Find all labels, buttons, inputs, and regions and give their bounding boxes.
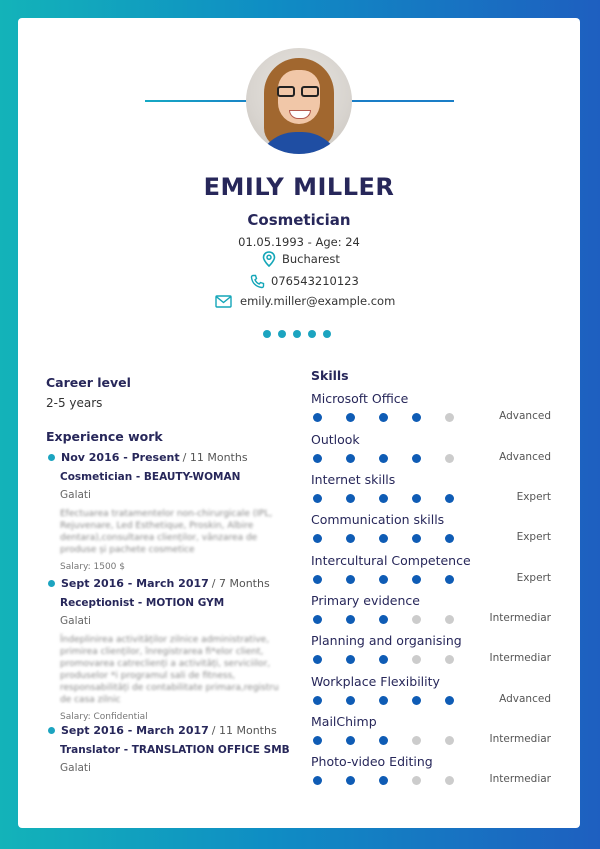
skill-rating [311,572,551,586]
experience-duration: / 11 Months [182,451,248,464]
rating-dot-empty [412,736,421,745]
skill-rating [311,491,551,505]
rating-dot-filled [379,413,388,422]
skill-name: Workplace Flexibility [311,674,440,689]
timeline-bullet [48,580,55,587]
rating-dot-filled [445,575,454,584]
email-line [215,292,395,310]
phone-text[interactable]: 076543210123 [271,274,359,288]
rating-dot-empty [445,454,454,463]
birth-date: 01.05.1993 - Age: 24 [238,235,360,249]
skill-name: Primary evidence [311,593,420,608]
skills-heading: Skills [311,368,349,383]
header-divider-right [352,100,454,102]
rating-dot-filled [346,696,355,705]
experience-city: Galati [60,615,91,627]
rating-dot-filled [313,454,322,463]
experience-city: Galati [60,489,91,501]
skill-level: Expert [516,491,551,503]
person-name: EMILY MILLER [203,173,395,201]
city-text: Bucharest [282,252,340,266]
skill-level: Expert [516,531,551,543]
rating-dot-filled [445,534,454,543]
resume-card [18,18,580,828]
skill-rating [311,733,551,747]
experience-role: Cosmetician - BEAUTY-WOMAN [60,471,241,483]
skill-rating [311,652,551,666]
skill-name: Photo-video Editing [311,754,433,769]
experience-period: Nov 2016 - Present [61,451,180,464]
rating-dot-empty [445,615,454,624]
experience-salary: Salary: Confidential [60,712,148,722]
experience-city: Galati [60,762,91,774]
rating-dot-filled [313,655,322,664]
rating-dot-filled [412,534,421,543]
skill-level: Intermediar [489,733,551,745]
location-pin-icon [262,251,276,267]
skill-row [311,512,551,545]
rating-dot-filled [412,454,421,463]
rating-dot-empty [412,776,421,785]
rating-dot-filled [379,575,388,584]
skill-row [311,553,551,586]
phone-icon [250,274,265,289]
rating-dot-filled [313,736,322,745]
experience-salary: Salary: 1500 $ [60,562,125,572]
experience-heading: Experience work [46,429,163,444]
career-level-heading: Career level [46,375,131,390]
rating-dot-filled [313,615,322,624]
experience-period: Sept 2016 - March 2017 [61,577,209,590]
skill-row [311,633,551,666]
rating-dot-filled [379,615,388,624]
experience-item [46,451,291,572]
skill-row [311,593,551,626]
rating-dot-filled [379,494,388,503]
skill-name: MailChimp [311,714,377,729]
timeline-bullet [48,454,55,461]
rating-dot-filled [346,454,355,463]
rating-dot-empty [445,655,454,664]
rating-dot-filled [412,494,421,503]
rating-dot-filled [445,696,454,705]
rating-dot-empty [412,615,421,624]
career-level-value: 2-5 years [46,396,103,410]
skill-name: Planning and organising [311,633,462,648]
rating-dot-filled [346,494,355,503]
skill-level: Intermediar [489,773,551,785]
skill-name: Communication skills [311,512,445,527]
avatar [246,48,352,154]
experience-duration: / 11 Months [211,724,277,737]
skill-rating [311,693,551,707]
experience-description: Efectuarea tratamentelor non-chirurgicale (IPL, Rejuvenare, Led Esthetique, Proskin, Albire dentara),consultarea clienților, vânzarea de produse și pachete cosmetice [60,509,273,555]
mail-icon [215,295,232,308]
skill-level: Advanced [499,410,551,422]
skill-rating [311,451,551,465]
rating-dot-filled [313,776,322,785]
skill-level: Intermediar [489,612,551,624]
rating-dot-filled [379,776,388,785]
experience-item [46,577,291,722]
rating-dot-filled [346,776,355,785]
location-line [262,250,340,268]
experience-duration: / 7 Months [211,577,270,590]
rating-dot-empty [445,736,454,745]
skill-row [311,674,551,707]
rating-dot-filled [412,696,421,705]
skill-name: Microsoft Office [311,391,409,406]
rating-dot-filled [313,413,322,422]
skill-row [311,391,551,424]
rating-dot-filled [379,454,388,463]
skill-name: Outlook [311,432,360,447]
skill-rating [311,773,551,787]
skill-level: Advanced [499,693,551,705]
skill-name: Intercultural Competence [311,553,471,568]
skill-rating [311,410,551,424]
rating-dot-empty [445,413,454,422]
skill-row [311,714,551,747]
skill-level: Intermediar [489,652,551,664]
rating-dot-empty [412,655,421,664]
rating-dot-filled [379,655,388,664]
rating-dot-filled [313,494,322,503]
job-title: Cosmetician [247,211,351,229]
experience-period: Sept 2016 - March 2017 [61,724,209,737]
rating-dot-filled [445,494,454,503]
rating-dot-filled [313,575,322,584]
email-text[interactable]: emily.miller@example.com [240,294,396,308]
rating-dot-filled [412,413,421,422]
rating-dot-filled [346,615,355,624]
rating-dot-filled [379,696,388,705]
rating-dot-filled [346,736,355,745]
experience-role: Translator - TRANSLATION OFFICE SMB [60,744,290,756]
rating-dot-empty [445,776,454,785]
rating-dot-filled [346,413,355,422]
skill-rating [311,531,551,545]
skill-row [311,754,551,787]
rating-dot-filled [346,575,355,584]
experience-item [46,724,291,774]
skill-rating [311,612,551,626]
rating-dot-filled [313,534,322,543]
section-divider-dots [263,330,331,338]
experience-description: Îndeplinirea activităților zilnice administrative, primirea clienților, înregistrarea fi*elor client, promovarea catreclienți a activități, serviciilor, produselor *i programul sali de fitness, responsabilități de contabilitate primara,registru de casa zilnic [60,635,279,705]
rating-dot-filled [379,736,388,745]
skill-level: Expert [516,572,551,584]
rating-dot-filled [379,534,388,543]
skill-level: Advanced [499,451,551,463]
skill-name: Internet skills [311,472,396,487]
skill-row [311,472,551,505]
rating-dot-filled [313,696,322,705]
phone-line [250,272,359,290]
rating-dot-filled [346,655,355,664]
experience-role: Receptionist - MOTION GYM [60,597,225,609]
timeline-bullet [48,727,55,734]
rating-dot-filled [412,575,421,584]
rating-dot-filled [346,534,355,543]
skill-row [311,432,551,465]
